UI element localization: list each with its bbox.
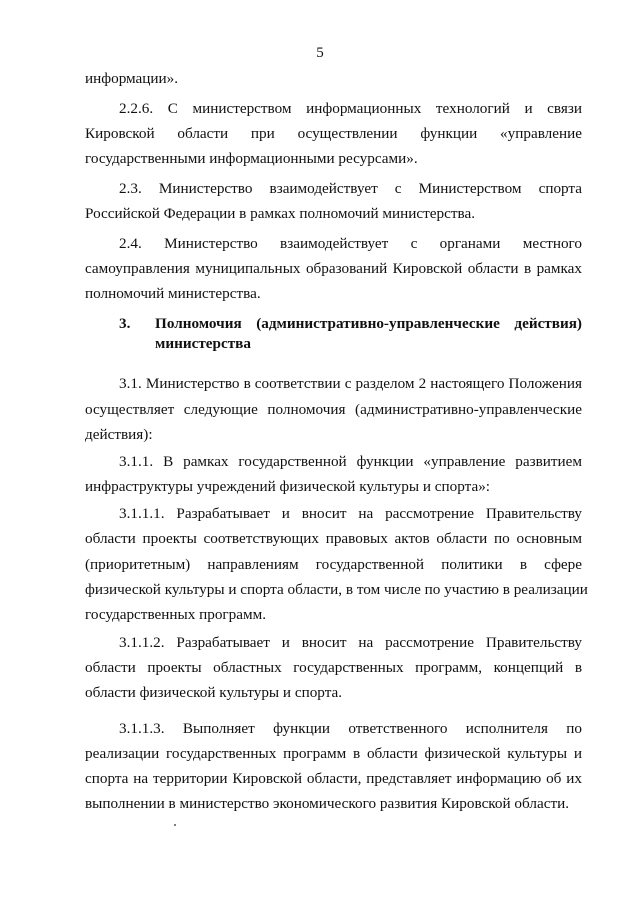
text-line: области проекты соответствующих правовых актов области по основным (85, 530, 582, 547)
text-line: действия): (85, 426, 153, 443)
section-heading: Полномочия (административно-управленческие действия) (155, 315, 582, 332)
paragraph-3-1-line: 3.1. Министерство в соответствии с разделом 2 настоящего Положения (119, 375, 582, 392)
text-line: государственных программ. (85, 606, 267, 623)
page-number: 5 (316, 45, 324, 61)
text-line: области физической культуры и спорта. (85, 684, 343, 701)
text-line: спорта на территории Кировской области, представляет информацию об их (85, 770, 582, 787)
text-line: области проекты областных государственных программ, концепций в (85, 659, 582, 676)
paragraph-2-4-line: 2.4. Министерство взаимодействует с органами местного (119, 235, 582, 252)
text-line: самоуправления муниципальных образований Кировской области в рамках (85, 260, 582, 277)
text-line: Российской Федерации в рамках полномочий министерства. (85, 205, 475, 222)
text-line: выполнении в министерство экономического развития Кировской области. (85, 795, 570, 812)
paragraph-2-2-6-line: 2.2.6. С министерством информационных технологий и связи (119, 100, 582, 117)
paragraph-2-3-line: 2.3. Министерство взаимодействует с Министерством спорта (119, 180, 582, 197)
text-line: информации». (85, 70, 179, 87)
text-line: (приоритетным) направлениям государственной политики в сфере (85, 556, 582, 573)
section-heading-continued: министерства (155, 335, 251, 352)
paragraph-3-1-1-2-line: 3.1.1.2. Разрабатывает и вносит на рассмотрение Правительству (119, 634, 582, 651)
text-line: инфраструктуры учреждений физической культуры и спорта»: (85, 478, 491, 495)
text-line: государственными информационными ресурсами». (85, 150, 418, 167)
section-number: 3. (119, 315, 131, 332)
text-line: физической культуры и спорта области, в том числе по участию в реализации (85, 581, 588, 598)
paragraph-3-1-1-1-line: 3.1.1.1. Разрабатывает и вносит на рассмотрение Правительству (119, 505, 582, 522)
text-line: Кировской области при осуществлении функции «управление (85, 125, 582, 142)
paragraph-3-1-1-3-line: 3.1.1.3. Выполняет функции ответственного исполнителя по (119, 720, 582, 737)
text-line: реализации государственных программ в области физической культуры и (85, 745, 582, 762)
text-line: полномочий министерства. (85, 285, 261, 302)
scan-speck (174, 824, 176, 826)
paragraph-3-1-1-line: 3.1.1. В рамках государственной функции «управление развитием (119, 453, 582, 470)
text-line: осуществляет следующие полномочия (административно-управленческие (85, 401, 582, 418)
